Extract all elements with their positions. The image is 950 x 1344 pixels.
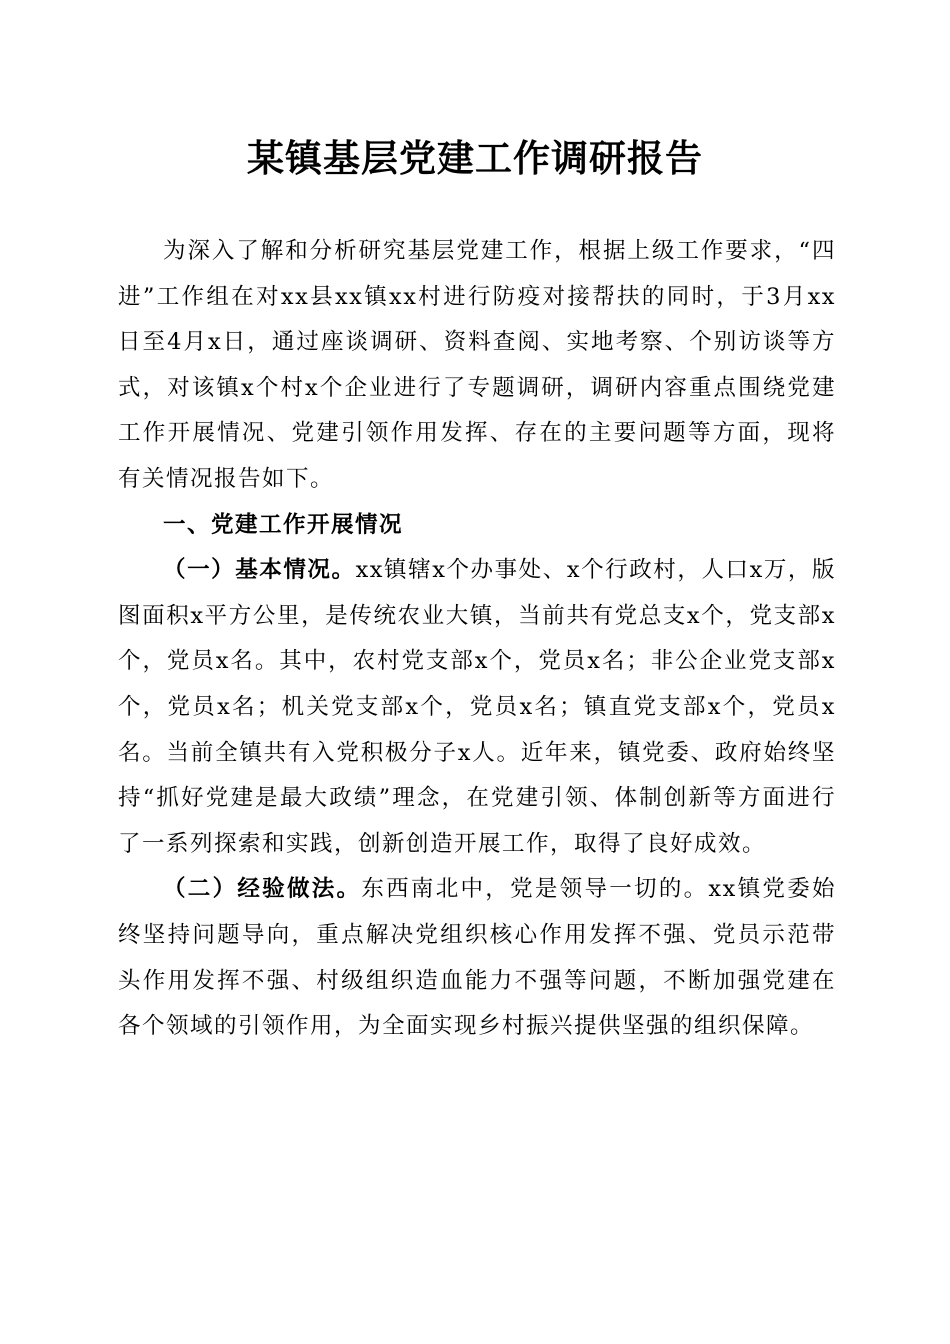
- subsection-lead: （二）经验做法。: [163, 876, 362, 903]
- document-body: [118, 229, 836, 1050]
- subsection-text: xx镇辖x个办事处、x个行政村，人口x万，版图面积x平方公里，是传统农业大镇，当前共有党总支x个，党支部x个，党员x名。其中，农村党支部x个，党员x名；非公企业党支部x个，党员x名；机关党支部x个，党员x名；镇直党支部x个，党员x名。当前全镇共有入党积极分子x人。近年来，镇党委、政府始终坚持“抓好党建是最大政绩”理念，在党建引领、体制创新等方面进行了一系列探索和实践，创新创造开展工作，取得了良好成效。: [118, 557, 836, 857]
- intro-paragraph: 为深入了解和分析研究基层党建工作，根据上级工作要求，“四进”工作组在对xx县xx镇xx村进行防疫对接帮扶的同时，于3月xx日至4月x日，通过座谈调研、资料查阅、实地考察、个别访谈等方式，对该镇x个村x个企业进行了专题调研，调研内容重点围绕党建工作开展情况、党建引领作用发挥、存在的主要问题等方面，现将有关情况报告如下。: [118, 238, 836, 492]
- subsection-experience: [118, 867, 836, 1049]
- document-title: 某镇基层党建工作调研报告: [247, 136, 703, 180]
- subsection-lead: （一）基本情况。: [163, 557, 356, 584]
- subsection-text: 东西南北中，党是领导一切的。xx镇党委始终坚持问题导向，重点解决党组织核心作用发挥不强、党员示范带头作用发挥不强、村级组织造血能力不强等问题，不断加强党建在各个领域的引领作用，为全面实现乡村振兴提供坚强的组织保障。: [118, 876, 836, 1040]
- section-heading: 一、党建工作开展情况: [163, 511, 404, 538]
- subsection-basic-info: [118, 548, 836, 867]
